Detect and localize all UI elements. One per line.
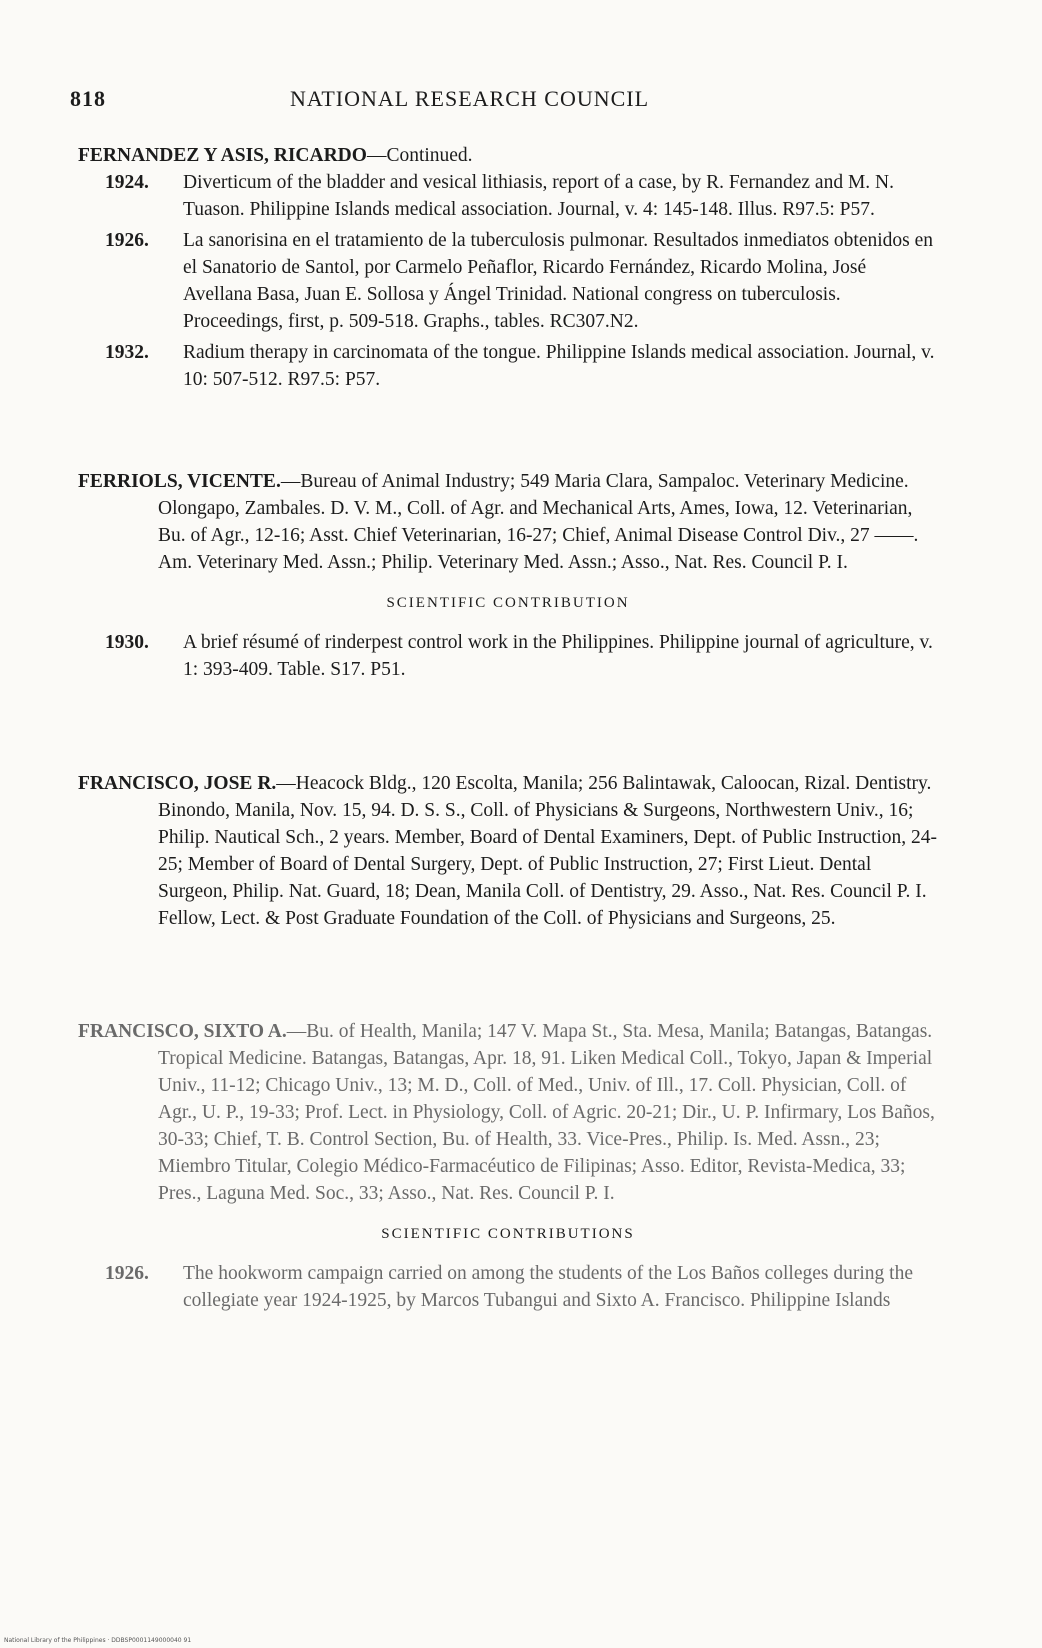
contribution-text: The hookworm campaign carried on among the students of the Los Baños colleges during the collegiate year 1924-1925, by Marcos Tubangui and Sixto A. Francisco. Philippine Islands bbox=[183, 1263, 913, 1311]
entry-biography bbox=[78, 1018, 938, 1207]
entry-name: FRANCISCO, JOSE R. bbox=[78, 773, 277, 794]
contribution-year: 1932. bbox=[105, 342, 149, 363]
contribution-year: 1930. bbox=[105, 632, 149, 653]
contribution-item bbox=[78, 169, 938, 223]
contribution-item bbox=[78, 339, 938, 393]
entry-name: FERNANDEZ Y ASIS, RICARDO bbox=[78, 145, 367, 166]
scan-footer: National Library of the Philippines · DDBSP0001149000040 91 bbox=[4, 1637, 192, 1644]
entry-francisco-sixto bbox=[78, 1018, 938, 1318]
entry-biography bbox=[78, 468, 938, 576]
entry-bio: —Bureau of Animal Industry; 549 Maria Clara, Sampaloc. Veterinary Medicine. Olongapo, Zambales. D. V. M., Coll. of Agr. and Mechanical Arts, Ames, Iowa, 12. Veterinarian, Bu. of Agr., 12-16; Asst. Chief Veterinarian, 16-27; Chief, Animal Disease Control Div., 27 ——. Am. Veterinary Med. Assn.; Philip. Veterinary Med. Assn.; Asso., Nat. Res. Council P. I. bbox=[158, 471, 919, 573]
contribution-item bbox=[78, 227, 938, 335]
entry-biography bbox=[78, 770, 938, 932]
entry-heading bbox=[78, 142, 938, 169]
entry-bio: —Bu. of Health, Manila; 147 V. Mapa St., Sta. Mesa, Manila; Batangas, Batangas. Tropical Medicine. Batangas, Batangas, Apr. 18, 91. Liken Medical Coll., Tokyo, Japan & Imperial Univ., 11-12; Chicago Univ., 13; M. D., Coll. of Med., Univ. of Ill., 17. Coll. Physician, Coll. of Agr., U. P., 19-33; Prof. Lect. in Physiology, Coll. of Agric. 20-21; Dir., U. P. Infirmary, Los Baños, 30-33; Chief, T. B. Control Section, Bu. of Health, 33. Vice-Pres., Philip. Is. Med. Assn., 23; Miembro Titular, Colegio Médico-Farmacéutico de Filipinas; Asso. Editor, Revista-Medica, 33; Pres., Laguna Med. Soc., 33; Asso., Nat. Res. Council P. I. bbox=[158, 1021, 935, 1204]
entry-continued: —Continued. bbox=[366, 145, 473, 166]
contribution-text: La sanorisina en el tratamiento de la tuberculosis pulmonar. Resultados inmediatos obtenidos en el Sanatorio de Santol, por Carmelo Peñaflor, Ricardo Fernández, Ricardo Molina, José Avellana Basa, Juan E. Sollosa y Ángel Trinidad. National congress on tuberculosis. Proceedings, first, p. 509-518. Graphs., tables. RC307.N2. bbox=[183, 230, 934, 332]
entry-francisco-jose bbox=[78, 770, 938, 932]
contribution-year: 1926. bbox=[105, 1263, 149, 1284]
contribution-text: Diverticum of the bladder and vesical lithiasis, report of a case, by R. Fernandez and M. N. Tuason. Philippine Islands medical association. Journal, v. 4: 145-148. Illus. R97.5: P57. bbox=[183, 172, 894, 220]
contribution-text: Radium therapy in carcinomata of the tongue. Philippine Islands medical association. Journal, v. 10: 507-512. R97.5: P57. bbox=[183, 342, 935, 390]
entry-bio: —Heacock Bldg., 120 Escolta, Manila; 256 Balintawak, Caloocan, Rizal. Dentistry. Binondo, Manila, Nov. 15, 94. D. S. S., Coll. of Physicians & Surgeons, Northwestern Univ., 16; Philip. Nautical Sch., 2 years. Member, Board of Dental Examiners, Dept. of Public Instruction, 24-25; Member of Board of Dental Surgery, Dept. of Public Instruction, 27; First Lieut. Dental Surgeon, Philip. Nat. Guard, 18; Dean, Manila Coll. of Dentistry, 29. Asso., Nat. Res. Council P. I. Fellow, Lect. & Post Graduate Foundation of the Coll. of Physicians and Surgeons, 25. bbox=[158, 773, 938, 929]
entry-ferriols bbox=[78, 468, 938, 687]
contribution-text: A brief résumé of rinderpest control work in the Philippines. Philippine journal of agriculture, v. 1: 393-409. Table. S17. P51. bbox=[183, 632, 933, 680]
page-number: 818 bbox=[70, 86, 106, 111]
contribution-year: 1924. bbox=[105, 172, 149, 193]
section-heading: SCIENTIFIC CONTRIBUTION bbox=[386, 595, 630, 611]
entry-name: FRANCISCO, SIXTO A. bbox=[78, 1021, 287, 1042]
section-heading: SCIENTIFIC CONTRIBUTIONS bbox=[381, 1226, 635, 1242]
contribution-item bbox=[78, 629, 938, 683]
entry-fernandez bbox=[78, 142, 938, 397]
contribution-item bbox=[78, 1260, 938, 1314]
running-title: NATIONAL RESEARCH COUNCIL bbox=[290, 86, 650, 111]
contribution-year: 1926. bbox=[105, 230, 149, 251]
entry-name: FERRIOLS, VICENTE. bbox=[78, 471, 281, 492]
